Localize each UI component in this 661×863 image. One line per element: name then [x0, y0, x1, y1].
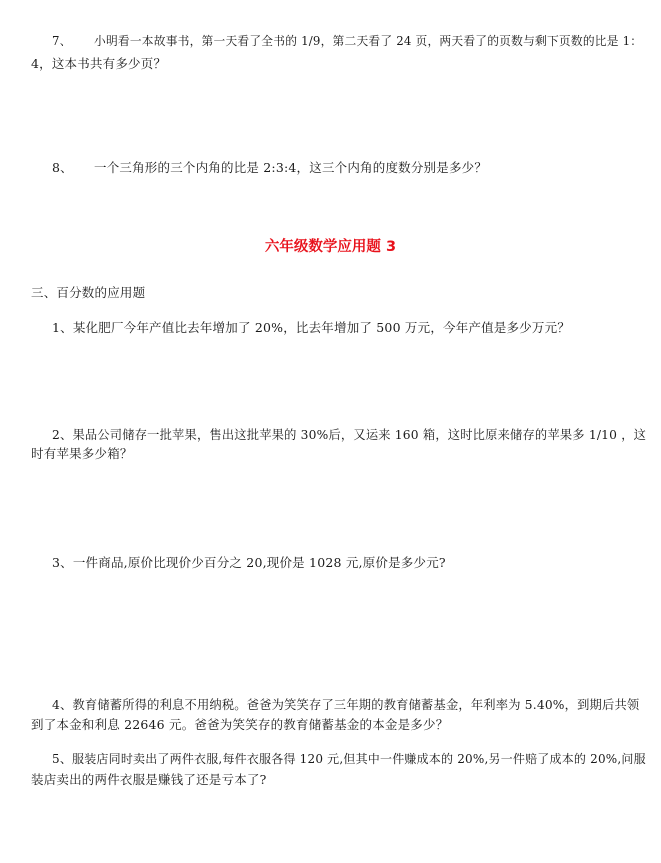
question-7-text: 小明看一本故事书，第一天看了全书的 1/9，第二天看了 24 页，两天看了的页数与剩下页数的比是 1：: [94, 34, 643, 48]
section-heading: 三、百分数的应用题: [31, 285, 146, 300]
question-7-line-1: [52, 33, 642, 49]
question-7-line-2: 4，这本书共有多少页？: [31, 56, 167, 71]
page-title: 六年级数学应用题 3: [264, 239, 397, 255]
question-2-line-1: 2、果品公司储存一批苹果，售出这批苹果的 30%后，又运来 160 箱，这时比原来储存的苹果多 1/10 ，这: [52, 428, 647, 442]
question-5-line-1: 5、服装店同时卖出了两件衣服,每件衣服各得 120 元,但其中一件赚成本的 20%,另一件赔了成本的 20%,问服: [52, 752, 646, 766]
question-4-line-2: 到了本金和利息 22646 元。爸爸为笑笑存的教育储蓄基金的本金是多少？: [31, 717, 449, 732]
question-8-line-1: [52, 160, 487, 176]
question-3-line-1: 3、一件商品,原价比现价少百分之 20,现价是 1028 元,原价是多少元?: [52, 555, 446, 570]
question-2-line-2: 时有苹果多少箱？: [31, 446, 133, 461]
question-5-line-2: 装店卖出的两件衣服是赚钱了还是亏本了?: [31, 772, 267, 787]
question-1-line-1: 1、某化肥厂今年产值比去年增加了 20%，比去年增加了 500 万元，今年产值是多少万元？: [52, 320, 571, 335]
question-4-line-1: 4、教育储蓄所得的利息不用纳税。爸爸为笑笑存了三年期的教育储蓄基金，年利率为 5.40%，到期后共领: [52, 698, 640, 712]
question-8-text: 一个三角形的三个内角的比是 2:3:4，这三个内角的度数分别是多少？: [94, 160, 488, 175]
question-7-number: 7、: [52, 34, 72, 48]
question-8-number: 8、: [52, 160, 73, 175]
